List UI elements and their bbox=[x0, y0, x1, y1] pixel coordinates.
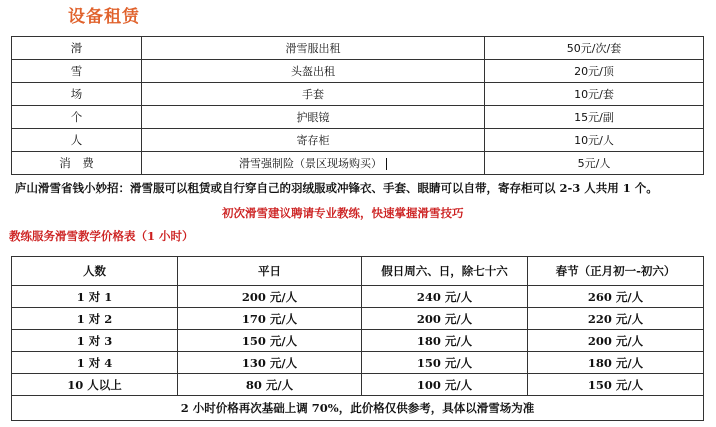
rental-price: 5元/人 bbox=[485, 152, 704, 175]
table-cell: 10 人以上 bbox=[12, 374, 178, 396]
table-row bbox=[12, 106, 704, 129]
table-cell: 100 元/人 bbox=[362, 374, 528, 396]
table-row bbox=[12, 83, 704, 106]
table-cell: 200 元/人 bbox=[528, 330, 704, 352]
row-label: 人 bbox=[12, 129, 142, 152]
rental-price: 50元/次/套 bbox=[485, 37, 704, 60]
table-cell: 150 元/人 bbox=[178, 330, 362, 352]
row-label: 个 bbox=[12, 106, 142, 129]
table-cell: 200 元/人 bbox=[178, 286, 362, 308]
column-header: 春节（正月初一-初六） bbox=[528, 257, 704, 286]
table-header-row bbox=[12, 257, 704, 286]
price-note: 2 小时价格再次基础上调 70%，此价格仅供参考，具体以滑雪场为准 bbox=[12, 396, 704, 421]
table-cell: 170 元/人 bbox=[178, 308, 362, 330]
table-cell: 1 对 2 bbox=[12, 308, 178, 330]
table-cell: 180 元/人 bbox=[528, 352, 704, 374]
rental-price: 10元/人 bbox=[485, 129, 704, 152]
table-cell: 180 元/人 bbox=[362, 330, 528, 352]
table-cell: 1 对 4 bbox=[12, 352, 178, 374]
rental-item-text: 滑雪强制险（景区现场购买） bbox=[239, 157, 382, 170]
money-saving-tip: 庐山滑雪省钱小妙招：滑雪服可以租赁或自行穿自己的羽绒服或冲锋衣、手套、眼睛可以自带，寄存柜可以 2-3 人共用 1 个。 bbox=[15, 181, 658, 195]
table-row bbox=[12, 129, 704, 152]
table-row bbox=[12, 330, 704, 352]
table-note-row bbox=[12, 396, 704, 421]
row-label: 场 bbox=[12, 83, 142, 106]
coach-recommendation: 初次滑雪建议聘请专业教练，快速掌握滑雪技巧 bbox=[222, 206, 464, 220]
row-label: 雪 bbox=[12, 60, 142, 83]
column-header: 平日 bbox=[178, 257, 362, 286]
table-row bbox=[12, 152, 704, 175]
rental-item[interactable] bbox=[142, 152, 485, 175]
rental-item: 手套 bbox=[142, 83, 485, 106]
text-cursor bbox=[386, 158, 387, 170]
table-row bbox=[12, 374, 704, 396]
table-cell: 200 元/人 bbox=[362, 308, 528, 330]
table-row bbox=[12, 37, 704, 60]
table-cell: 1 对 3 bbox=[12, 330, 178, 352]
rental-price: 10元/套 bbox=[485, 83, 704, 106]
table-cell: 80 元/人 bbox=[178, 374, 362, 396]
table-cell: 130 元/人 bbox=[178, 352, 362, 374]
rental-item: 护眼镜 bbox=[142, 106, 485, 129]
table-cell: 150 元/人 bbox=[362, 352, 528, 374]
rental-table bbox=[11, 36, 704, 175]
table-row bbox=[12, 308, 704, 330]
row-label: 消 费 bbox=[12, 152, 142, 175]
column-header: 假日周六、日，除七十六 bbox=[362, 257, 528, 286]
table-row bbox=[12, 286, 704, 308]
rental-price: 20元/顶 bbox=[485, 60, 704, 83]
table-cell: 260 元/人 bbox=[528, 286, 704, 308]
table-row bbox=[12, 352, 704, 374]
table-cell: 150 元/人 bbox=[528, 374, 704, 396]
column-header: 人数 bbox=[12, 257, 178, 286]
lesson-price-title: 教练服务滑雪教学价格表（1 小时） bbox=[9, 229, 194, 243]
rental-item: 滑雪服出租 bbox=[142, 37, 485, 60]
table-cell: 220 元/人 bbox=[528, 308, 704, 330]
rental-price: 15元/副 bbox=[485, 106, 704, 129]
section-title: 设备租赁 bbox=[68, 7, 140, 27]
table-row bbox=[12, 60, 704, 83]
table-cell: 1 对 1 bbox=[12, 286, 178, 308]
rental-item: 寄存柜 bbox=[142, 129, 485, 152]
table-cell: 240 元/人 bbox=[362, 286, 528, 308]
row-label: 滑 bbox=[12, 37, 142, 60]
lesson-price-table bbox=[11, 256, 704, 421]
rental-item: 头盔出租 bbox=[142, 60, 485, 83]
